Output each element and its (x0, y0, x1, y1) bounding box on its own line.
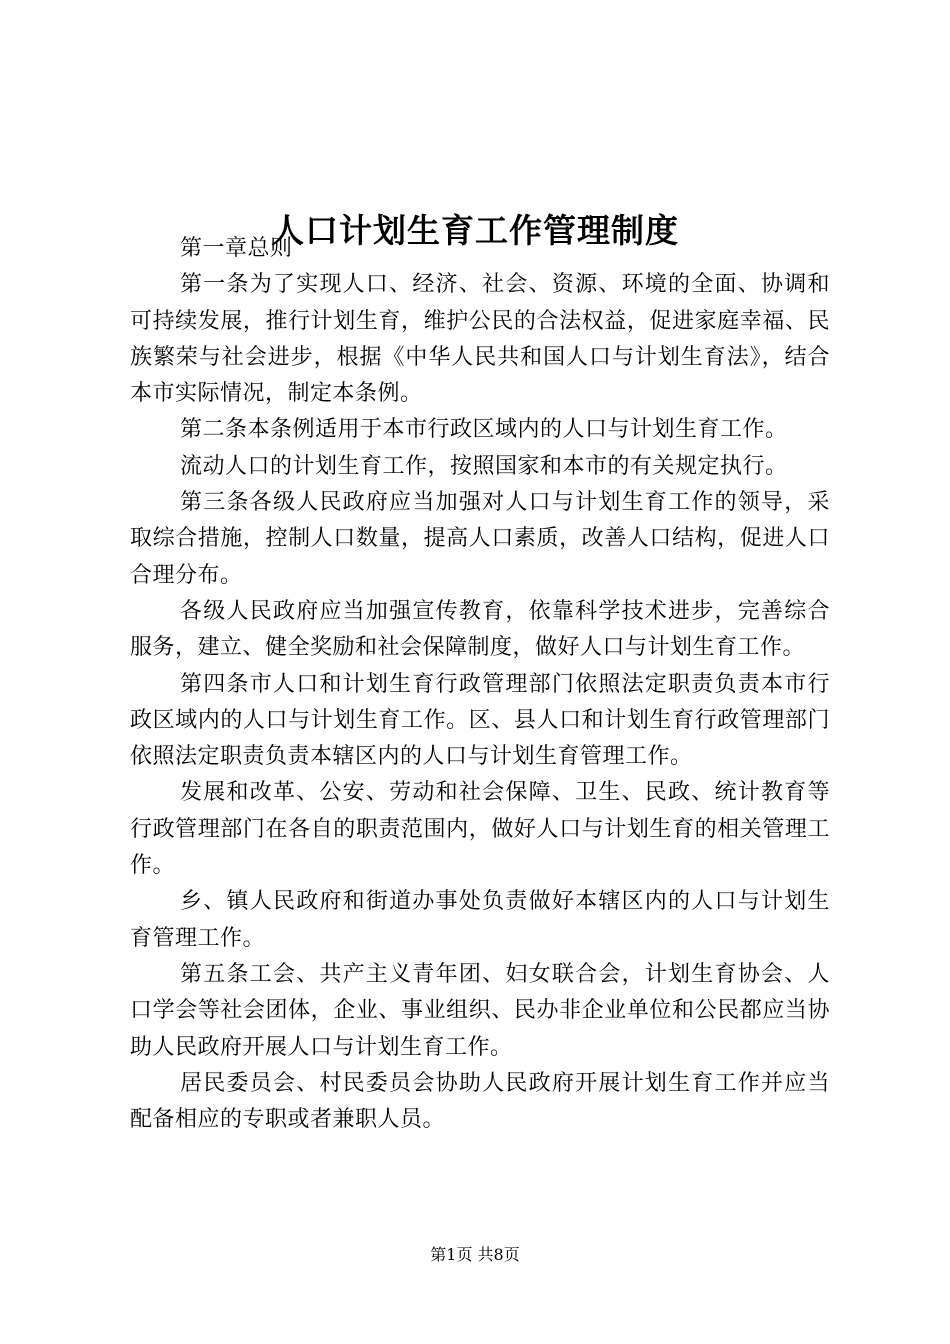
chapter-heading: 第一章总则 (180, 236, 293, 261)
article-4-departments-paragraph: 发展和改革、公安、劳动和社会保障、卫生、民政、统计教育等行政管理部门在各自的职责范围内，做好人口与计划生育的相关管理工作。 (130, 780, 830, 879)
article-2-floating-population-paragraph: 流动人口的计划生育工作，按照国家和本市的有关规定执行。 (180, 453, 788, 479)
document-body (130, 231, 830, 1138)
article-5-paragraph: 第五条工会、共产主义青年团、妇女联合会，计划生育协会、人口学会等社会团体，企业、事业组织、民办非企业单位和公民都应当协助人民政府开展人口与计划生育工作。 (130, 961, 830, 1060)
article-2-paragraph: 第二条本条例适用于本市行政区域内的人口与计划生育工作。 (180, 417, 788, 443)
article-3-paragraph: 第三条各级人民政府应当加强对人口与计划生育工作的领导，采取综合措施，控制人口数量，提高人口素质，改善人口结构，促进人口合理分布。 (130, 490, 830, 588)
article-5-committees-paragraph: 居民委员会、村民委员会协助人民政府开展计划生育工作并应当配备相应的专职或者兼职人员。 (130, 1070, 830, 1133)
document-title: 人口计划生育工作管理制度 (271, 211, 679, 251)
article-3-publicity-paragraph: 各级人民政府应当加强宣传教育，依靠科学技术进步，完善综合服务，建立、健全奖励和社会保障制度，做好人口与计划生育工作。 (130, 598, 830, 661)
article-1-paragraph: 第一条为了实现人口、经济、社会、资源、环境的全面、协调和可持续发展，推行计划生育，维护公民的合法权益，促进家庭幸福、民族繁荣与社会进步，根据《中华人民共和国人口与计划生育法》，结合本市实际情况，制定本条例。 (130, 272, 830, 407)
article-4-township-paragraph: 乡、镇人民政府和街道办事处负责做好本辖区内的人口与计划生育管理工作。 (130, 889, 830, 951)
article-4-paragraph: 第四条市人口和计划生育行政管理部门依照法定职责负责本市行政区域内的人口与计划生育工作。区、县人口和计划生育行政管理部门依照法定职责负责本辖区内的人口与计划生育管理工作。 (130, 671, 830, 770)
page-number-footer: 第1页 共8页 (430, 1245, 520, 1264)
